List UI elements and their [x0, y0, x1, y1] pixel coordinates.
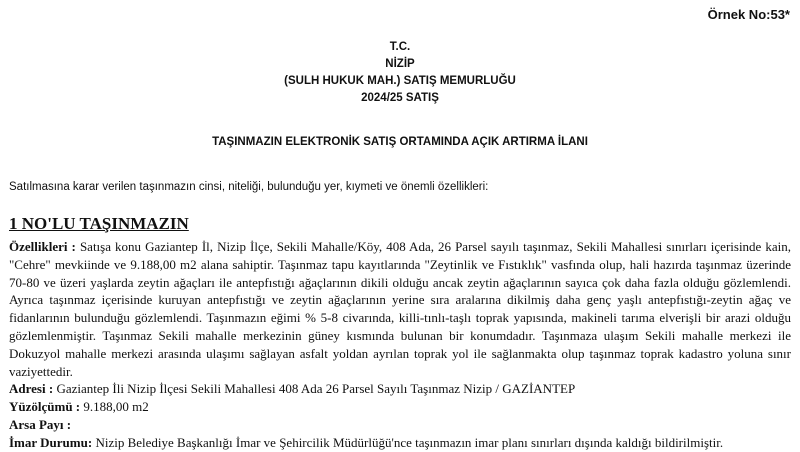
features-label: Özellikleri :: [9, 239, 76, 254]
zoning-label: İmar Durumu:: [9, 434, 93, 450]
address-line: [9, 380, 791, 398]
area-line: [9, 398, 791, 416]
sample-number: Örnek No:53*: [707, 7, 790, 22]
intro-text: Satılmasına karar verilen taşınmazın cinsi, niteliği, bulunduğu yer, kıymeti ve önemli özellikleri:: [9, 181, 489, 193]
zoning-text: Nizip Belediye Başkanlığı İmar ve Şehircilik Müdürlüğü'nce taşınmazın imar planı sınırları dışında kaldığı bildirilmiştir.: [95, 434, 724, 450]
features-text: Satışa konu Gaziantep İl, Nizip İlçe, Sekili Mahalle/Köy, 408 Ada, 26 Parsel sayılı taşınmaz, Sekili Mahallesi sınırları içerisinde kain, "Cehre" mevkiinde ve 9.188,00 m2 alana sahiptir. Taşınmaz tapu kayıtlarında "Zeytinlik ve Fıstıklık" vasfında olup, hali hazırda taşınmaz üzerinde 70-80 ve üzeri yaşlarda zeytin ağaçları ile antepfıstığı ağaçlarının dikili olduğu ancak zeytin ağaçlarının sayıca çok daha fazla olduğu gözlemlendi. Ayrıca taşınmaz içerisinde kuruyan antepfıstığı ve zeytin ağaçlarının yerine sıra aralarına dikilmiş daha genç yaşlı antepfıstığı-zeytin ağaç ve fidanlarının bulunduğu gözlemlendi. Taşınmazın eğimi % 5-8 civarında, killi-tınlı-taşlı toprak yapısında, makineli tarıma elverişli bir arazi olduğu gözlemlenmiştir. Taşınmaz Sekili mahalle merkezinin güney kısmında bulunan bir konumdadır. Taşınmaza ulaşım Sekili mahalle merkezi ile Dokuzyol mahalle merkezi arasında ulaşımı sağlayan asfalt yoldan ayrılan toprak yol ile sağlanmakta olup taşınmaz toprak kadastro yoluna sınır vaziyettedir.: [9, 239, 792, 379]
notice-title: TAŞINMAZIN ELEKTRONİK SATIŞ ORTAMINDA AÇIK ARTIRMA İLANI: [212, 136, 588, 148]
area-text: 9.188,00 m2: [83, 399, 149, 415]
header-line-file-no: 2024/25 SATIŞ: [361, 92, 439, 104]
land-share-label: Arsa Payı :: [9, 416, 72, 432]
property-details: [9, 238, 791, 452]
address-text: Gaziantep İli Nizip İlçesi Sekili Mahallesi 408 Ada 26 Parsel Sayılı Taşınmaz Nizip / GAZİANTEP: [56, 381, 576, 397]
features-paragraph: [9, 238, 791, 380]
header-line-tc: T.C.: [389, 41, 411, 53]
area-label: Yüzölçümü :: [9, 399, 81, 415]
land-share-line: [9, 416, 791, 434]
address-label: Adresi :: [9, 381, 54, 397]
zoning-line: [9, 434, 791, 452]
office-header: [0, 39, 800, 107]
property-title: 1 NO'LU TAŞINMAZIN: [9, 214, 189, 233]
header-line-city: NİZİP: [385, 58, 415, 70]
header-line-office: (SULH HUKUK MAH.) SATIŞ MEMURLUĞU: [284, 75, 516, 87]
